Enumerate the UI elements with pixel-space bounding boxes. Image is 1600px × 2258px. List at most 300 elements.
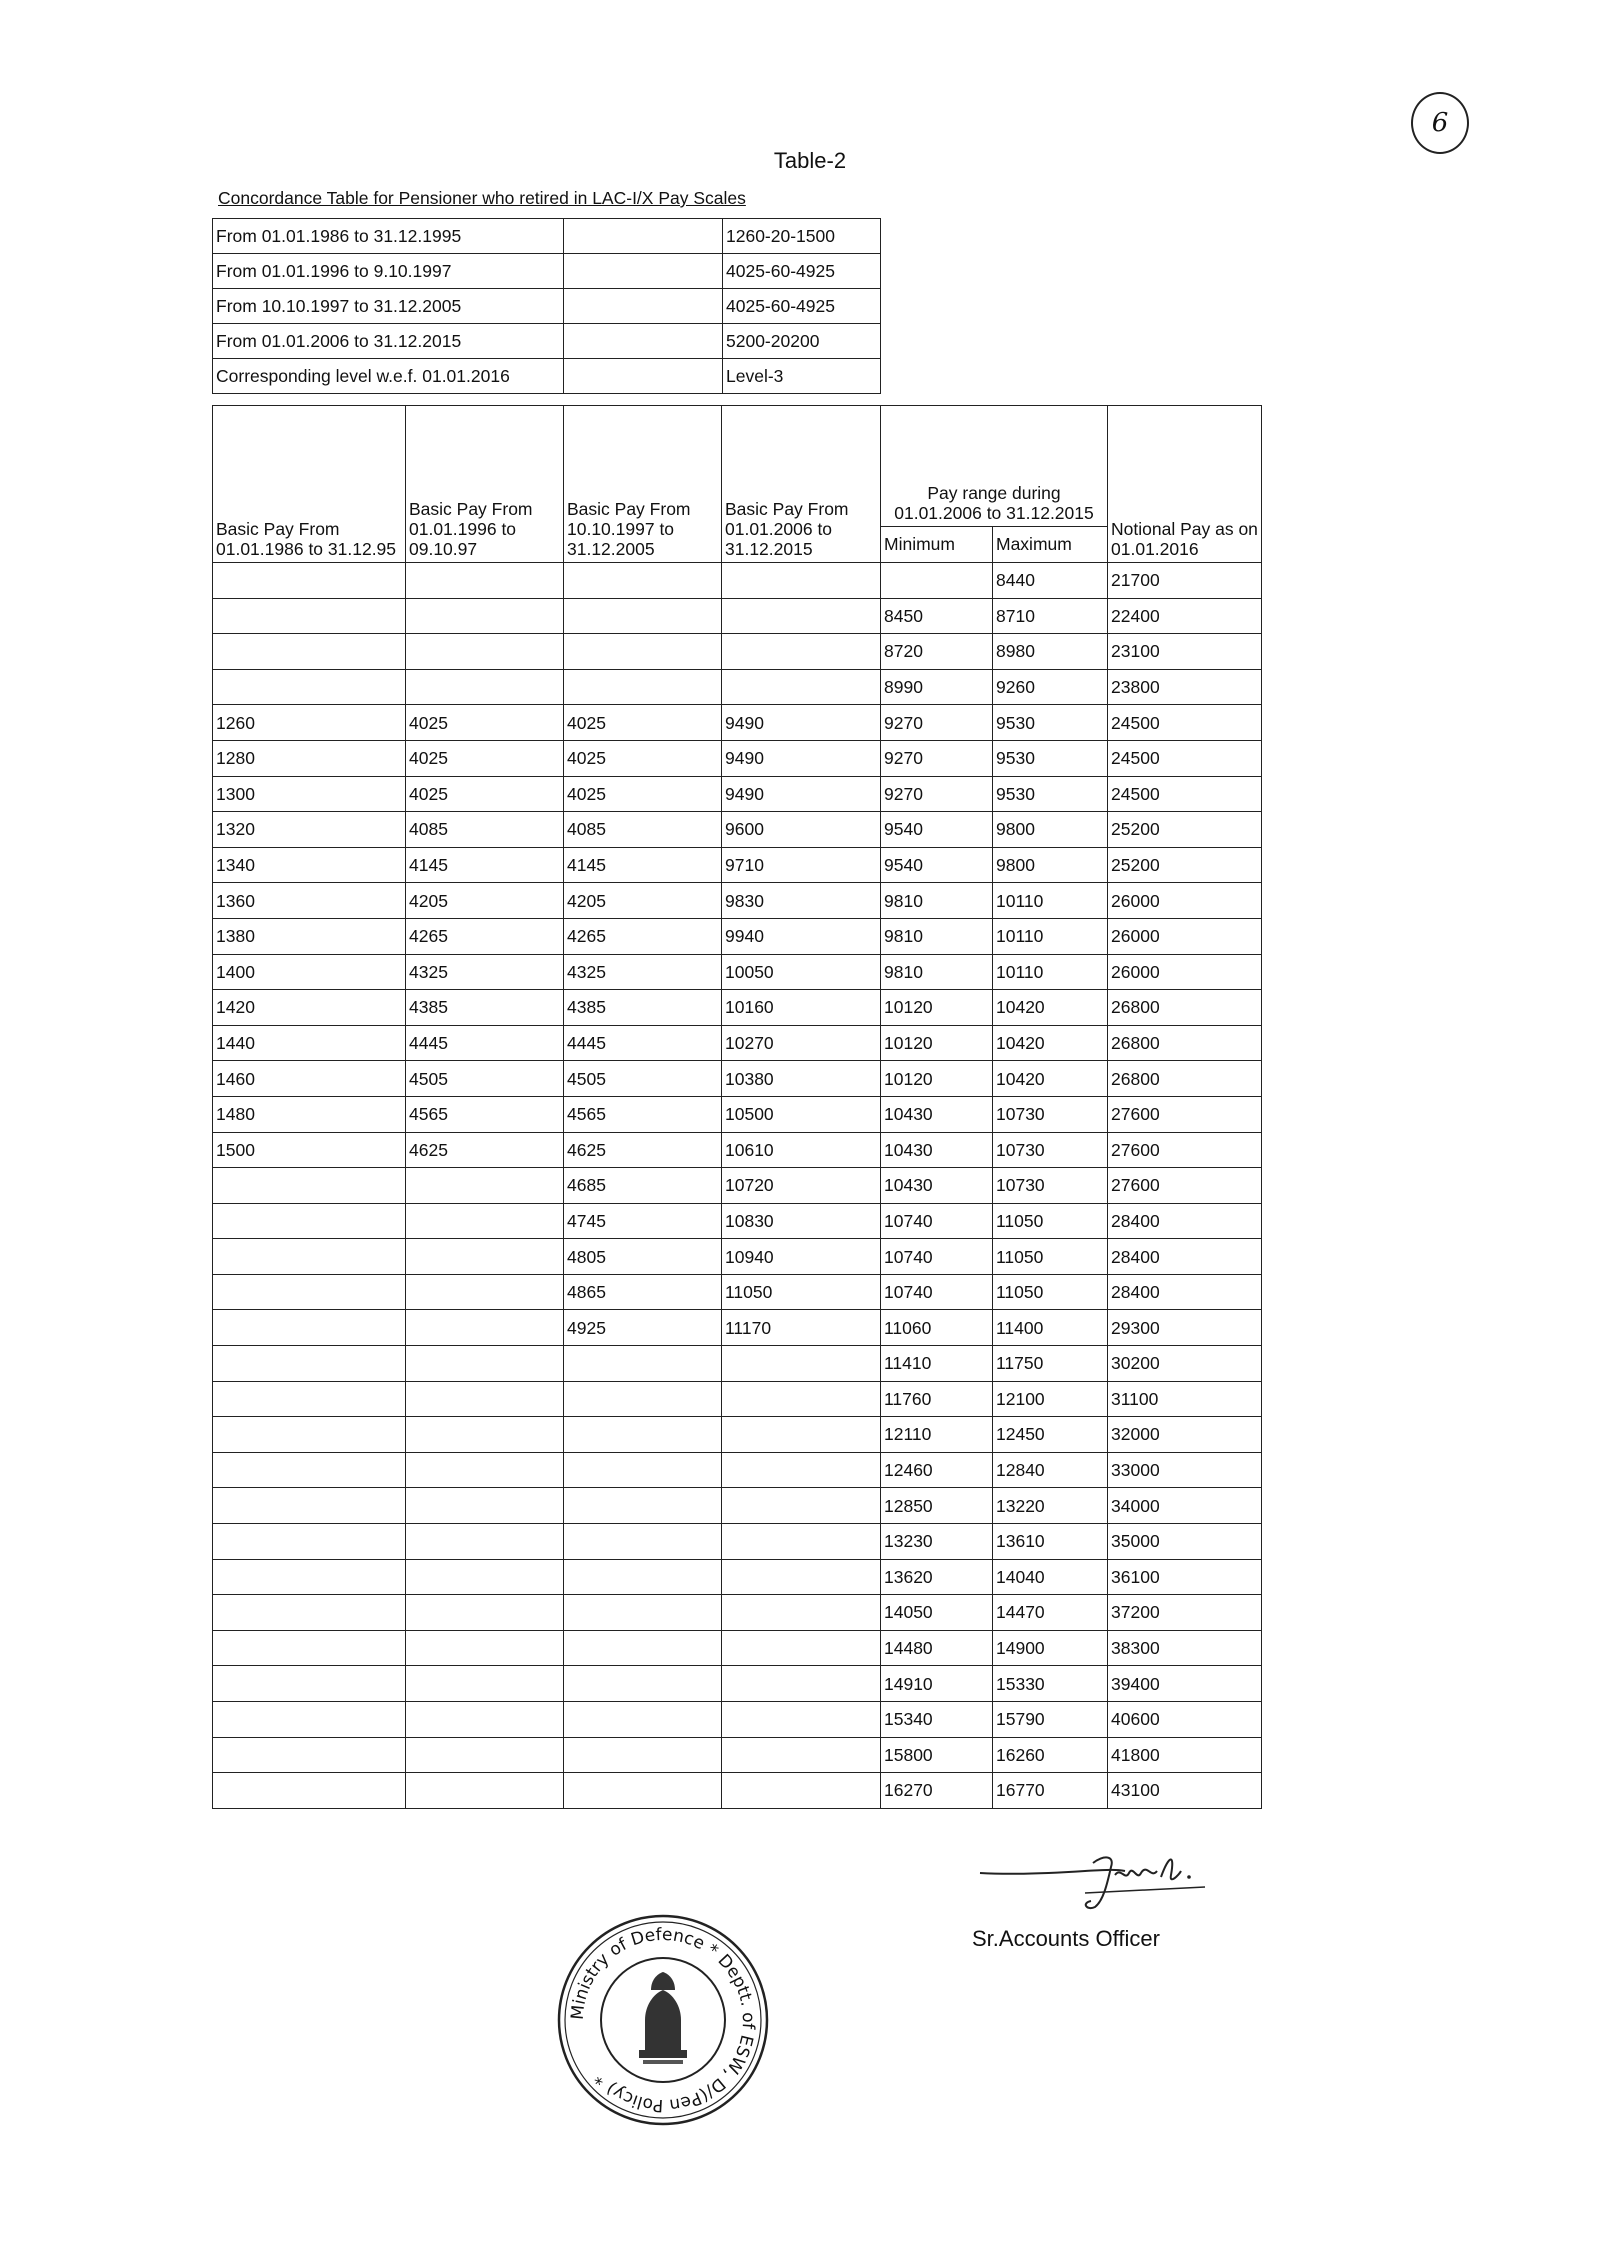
cell-notional-pay: 21700: [1108, 563, 1262, 599]
cell-range-max: 10730: [993, 1168, 1108, 1204]
cell-pay-1986: 1280: [213, 740, 406, 776]
cell-notional-pay: 25200: [1108, 847, 1262, 883]
cell-range-min: 9270: [881, 740, 993, 776]
cell-range-min: 12850: [881, 1488, 993, 1524]
cell-notional-pay: 37200: [1108, 1595, 1262, 1631]
cell-pay-2006: [722, 1702, 881, 1738]
cell-pay-1986: [213, 1773, 406, 1809]
cell-pay-2006: 9490: [722, 740, 881, 776]
cell-pay-1986: 1380: [213, 918, 406, 954]
cell-notional-pay: 27600: [1108, 1132, 1262, 1168]
cell-range-min: 10430: [881, 1168, 993, 1204]
cell-pay-1996: [406, 1239, 564, 1275]
cell-pay-1997: [564, 1702, 722, 1738]
cell-pay-1997: 4025: [564, 705, 722, 741]
table-row: [213, 1346, 1262, 1382]
cell-notional-pay: 31100: [1108, 1381, 1262, 1417]
cell-pay-1997: [564, 1773, 722, 1809]
cell-notional-pay: 41800: [1108, 1737, 1262, 1773]
cell-pay-1997: [564, 1346, 722, 1382]
cell-range-max: 10730: [993, 1132, 1108, 1168]
cell-pay-2006: 9830: [722, 883, 881, 919]
cell-pay-2006: 10940: [722, 1239, 881, 1275]
cell-pay-1996: [406, 1452, 564, 1488]
cell-pay-1996: [406, 563, 564, 599]
cell-pay-1986: [213, 634, 406, 670]
cell-pay-1996: 4445: [406, 1025, 564, 1061]
scale-mid: [564, 289, 723, 324]
scale-mid: [564, 219, 723, 254]
cell-pay-1997: 4145: [564, 847, 722, 883]
cell-pay-1986: 1440: [213, 1025, 406, 1061]
cell-range-max: 9800: [993, 812, 1108, 848]
cell-range-min: 9810: [881, 883, 993, 919]
cell-pay-1986: [213, 1203, 406, 1239]
concordance-table: [212, 405, 1262, 1809]
table-row: [213, 847, 1262, 883]
cell-range-min: 10740: [881, 1239, 993, 1275]
cell-range-min: 12110: [881, 1417, 993, 1453]
cell-pay-1986: [213, 1346, 406, 1382]
cell-pay-2006: [722, 669, 881, 705]
table-row: [213, 1595, 1262, 1631]
cell-range-min: 8990: [881, 669, 993, 705]
cell-pay-1997: [564, 634, 722, 670]
cell-pay-1997: [564, 1524, 722, 1560]
cell-pay-1996: [406, 1630, 564, 1666]
cell-range-min: 16270: [881, 1773, 993, 1809]
table-row: [213, 1203, 1262, 1239]
cell-notional-pay: 24500: [1108, 740, 1262, 776]
cell-range-min: 10120: [881, 1061, 993, 1097]
cell-range-max: 14900: [993, 1630, 1108, 1666]
cell-range-min: 15340: [881, 1702, 993, 1738]
table-row: [213, 1025, 1262, 1061]
cell-pay-1986: 1360: [213, 883, 406, 919]
cell-notional-pay: 26800: [1108, 990, 1262, 1026]
cell-pay-1986: [213, 1524, 406, 1560]
pay-scales-table: [212, 218, 881, 394]
cell-range-max: 10420: [993, 1025, 1108, 1061]
cell-pay-1997: [564, 1488, 722, 1524]
cell-range-min: 13620: [881, 1559, 993, 1595]
table-row: [213, 1061, 1262, 1097]
cell-pay-1997: [564, 1595, 722, 1631]
cell-pay-2006: 10720: [722, 1168, 881, 1204]
cell-pay-2006: [722, 1773, 881, 1809]
signatory-title: Sr.Accounts Officer: [972, 1926, 1160, 1951]
table-row: [213, 1239, 1262, 1275]
cell-range-max: 10110: [993, 918, 1108, 954]
table-row: [213, 705, 1262, 741]
table-row: [213, 1559, 1262, 1595]
cell-pay-1986: [213, 1737, 406, 1773]
scale-value: 1260-20-1500: [723, 219, 881, 254]
cell-notional-pay: 33000: [1108, 1452, 1262, 1488]
cell-pay-2006: 10160: [722, 990, 881, 1026]
cell-pay-1986: [213, 1595, 406, 1631]
cell-range-max: 14470: [993, 1595, 1108, 1631]
cell-pay-1986: [213, 1274, 406, 1310]
cell-notional-pay: 43100: [1108, 1773, 1262, 1809]
cell-notional-pay: 34000: [1108, 1488, 1262, 1524]
cell-range-max: 9260: [993, 669, 1108, 705]
cell-pay-2006: 10830: [722, 1203, 881, 1239]
cell-pay-1996: [406, 1702, 564, 1738]
cell-pay-1997: [564, 669, 722, 705]
scale-row: [213, 219, 881, 254]
table-row: [213, 883, 1262, 919]
cell-range-min: 9270: [881, 705, 993, 741]
cell-pay-1996: 4325: [406, 954, 564, 990]
scale-value: 5200-20200: [723, 324, 881, 359]
cell-range-max: 8980: [993, 634, 1108, 670]
cell-range-min: 10430: [881, 1096, 993, 1132]
cell-pay-2006: [722, 1666, 881, 1702]
cell-notional-pay: 27600: [1108, 1168, 1262, 1204]
cell-range-max: 9530: [993, 705, 1108, 741]
cell-pay-1996: 4625: [406, 1132, 564, 1168]
cell-pay-1997: [564, 1452, 722, 1488]
cell-pay-1996: [406, 1737, 564, 1773]
cell-pay-2006: 9940: [722, 918, 881, 954]
header-col-1986: Basic Pay From 01.01.1986 to 31.12.95: [213, 406, 406, 563]
cell-pay-1996: [406, 1666, 564, 1702]
cell-notional-pay: 39400: [1108, 1666, 1262, 1702]
cell-pay-1996: 4205: [406, 883, 564, 919]
cell-pay-1997: 4385: [564, 990, 722, 1026]
cell-range-max: 9530: [993, 776, 1108, 812]
cell-pay-1997: 4865: [564, 1274, 722, 1310]
cell-pay-2006: [722, 1595, 881, 1631]
cell-pay-1986: [213, 1417, 406, 1453]
cell-range-min: 11410: [881, 1346, 993, 1382]
cell-pay-2006: [722, 1737, 881, 1773]
cell-range-max: 8440: [993, 563, 1108, 599]
cell-range-min: 14480: [881, 1630, 993, 1666]
cell-range-max: 9800: [993, 847, 1108, 883]
cell-range-max: 10110: [993, 954, 1108, 990]
table-row: [213, 1630, 1262, 1666]
cell-pay-1986: 1320: [213, 812, 406, 848]
cell-pay-2006: 10380: [722, 1061, 881, 1097]
cell-range-min: 8450: [881, 598, 993, 634]
cell-pay-2006: [722, 598, 881, 634]
cell-pay-2006: 11170: [722, 1310, 881, 1346]
scale-mid: [564, 359, 723, 394]
cell-range-min: 10120: [881, 990, 993, 1026]
cell-pay-1997: 4925: [564, 1310, 722, 1346]
cell-notional-pay: 24500: [1108, 705, 1262, 741]
cell-range-min: 15800: [881, 1737, 993, 1773]
cell-pay-2006: 10610: [722, 1132, 881, 1168]
cell-range-min: 10430: [881, 1132, 993, 1168]
cell-pay-2006: [722, 1559, 881, 1595]
cell-range-max: 13610: [993, 1524, 1108, 1560]
table-row: [213, 669, 1262, 705]
scale-label: From 01.01.1996 to 9.10.1997: [213, 254, 564, 289]
header-notional-pay: Notional Pay as on 01.01.2016: [1108, 406, 1262, 563]
table-row: [213, 1452, 1262, 1488]
cell-pay-1996: [406, 634, 564, 670]
cell-range-max: 11050: [993, 1274, 1108, 1310]
cell-pay-1997: [564, 1381, 722, 1417]
table-row: [213, 1310, 1262, 1346]
cell-pay-1986: [213, 563, 406, 599]
cell-range-min: [881, 563, 993, 599]
cell-pay-1996: [406, 1559, 564, 1595]
cell-pay-1997: [564, 563, 722, 599]
cell-range-min: 10740: [881, 1274, 993, 1310]
cell-pay-1996: 4025: [406, 740, 564, 776]
table-row: [213, 954, 1262, 990]
scale-value: Level-3: [723, 359, 881, 394]
table-row: [213, 740, 1262, 776]
cell-range-max: 8710: [993, 598, 1108, 634]
page-title: Table-2: [773, 148, 847, 173]
cell-notional-pay: 23800: [1108, 669, 1262, 705]
table-row: [213, 776, 1262, 812]
cell-pay-2006: [722, 1452, 881, 1488]
header-maximum: Maximum: [993, 527, 1108, 563]
scale-value: 4025-60-4925: [723, 289, 881, 324]
cell-pay-2006: [722, 1524, 881, 1560]
table-row: [213, 1666, 1262, 1702]
scale-label: Corresponding level w.e.f. 01.01.2016: [213, 359, 564, 394]
cell-notional-pay: 28400: [1108, 1203, 1262, 1239]
cell-range-max: 12100: [993, 1381, 1108, 1417]
scale-mid: [564, 254, 723, 289]
table-row: [213, 918, 1262, 954]
cell-pay-1996: [406, 1417, 564, 1453]
cell-pay-1997: 4565: [564, 1096, 722, 1132]
cell-pay-1997: 4325: [564, 954, 722, 990]
cell-pay-1986: [213, 1381, 406, 1417]
scale-row: [213, 254, 881, 289]
scale-row: [213, 289, 881, 324]
cell-pay-1996: [406, 1595, 564, 1631]
cell-pay-1996: 4025: [406, 776, 564, 812]
cell-notional-pay: 28400: [1108, 1274, 1262, 1310]
cell-range-min: 9810: [881, 954, 993, 990]
scale-label: From 01.01.2006 to 31.12.2015: [213, 324, 564, 359]
cell-pay-1986: [213, 1168, 406, 1204]
table-row: [213, 1168, 1262, 1204]
cell-pay-1986: [213, 1488, 406, 1524]
table-row: [213, 1773, 1262, 1809]
cell-pay-1996: 4265: [406, 918, 564, 954]
cell-pay-1997: [564, 1559, 722, 1595]
cell-pay-1997: 4085: [564, 812, 722, 848]
header-minimum: Minimum: [881, 527, 993, 563]
cell-pay-1997: 4025: [564, 776, 722, 812]
cell-range-max: 12450: [993, 1417, 1108, 1453]
cell-range-max: 11750: [993, 1346, 1108, 1382]
table-row: [213, 1381, 1262, 1417]
cell-pay-2006: 9710: [722, 847, 881, 883]
cell-range-min: 12460: [881, 1452, 993, 1488]
cell-pay-1997: 4805: [564, 1239, 722, 1275]
cell-pay-2006: [722, 563, 881, 599]
cell-range-min: 9810: [881, 918, 993, 954]
cell-range-min: 13230: [881, 1524, 993, 1560]
cell-notional-pay: 26000: [1108, 918, 1262, 954]
header-col-2006: Basic Pay From 01.01.2006 to 31.12.2015: [722, 406, 881, 563]
cell-pay-2006: [722, 1488, 881, 1524]
cell-notional-pay: 24500: [1108, 776, 1262, 812]
cell-range-max: 10420: [993, 990, 1108, 1026]
cell-pay-2006: 10500: [722, 1096, 881, 1132]
page-number-circle: [1411, 92, 1469, 154]
page-number: 6: [1431, 108, 1449, 138]
cell-range-min: 10120: [881, 1025, 993, 1061]
cell-pay-2006: 9490: [722, 776, 881, 812]
cell-pay-1997: [564, 1417, 722, 1453]
cell-pay-1996: [406, 669, 564, 705]
cell-pay-1997: 4625: [564, 1132, 722, 1168]
cell-notional-pay: 35000: [1108, 1524, 1262, 1560]
cell-pay-2006: 9600: [722, 812, 881, 848]
table-row: [213, 563, 1262, 599]
table-row: [213, 1274, 1262, 1310]
cell-notional-pay: 30200: [1108, 1346, 1262, 1382]
cell-range-max: 10730: [993, 1096, 1108, 1132]
cell-pay-1986: [213, 1559, 406, 1595]
cell-range-max: 9530: [993, 740, 1108, 776]
cell-pay-1996: [406, 1488, 564, 1524]
cell-range-min: 14050: [881, 1595, 993, 1631]
cell-pay-1997: [564, 1630, 722, 1666]
cell-notional-pay: 25200: [1108, 812, 1262, 848]
cell-notional-pay: 28400: [1108, 1239, 1262, 1275]
cell-pay-1986: [213, 1239, 406, 1275]
table-row: [213, 1096, 1262, 1132]
cell-pay-1996: [406, 1203, 564, 1239]
table-caption: Concordance Table for Pensioner who retired in LAC-I/X Pay Scales: [218, 188, 746, 208]
cell-range-max: 11400: [993, 1310, 1108, 1346]
scale-row: [213, 359, 881, 394]
cell-pay-1997: 4025: [564, 740, 722, 776]
cell-range-max: 10110: [993, 883, 1108, 919]
header-col-1996: Basic Pay From 01.01.1996 to 09.10.97: [406, 406, 564, 563]
table-row: [213, 1132, 1262, 1168]
table-row: [213, 1524, 1262, 1560]
scale-mid: [564, 324, 723, 359]
cell-pay-1997: [564, 598, 722, 634]
cell-pay-2006: [722, 1346, 881, 1382]
cell-notional-pay: 26800: [1108, 1025, 1262, 1061]
table-row: [213, 1488, 1262, 1524]
table-row: [213, 812, 1262, 848]
cell-range-max: 11050: [993, 1203, 1108, 1239]
cell-pay-1986: 1400: [213, 954, 406, 990]
cell-pay-1986: [213, 598, 406, 634]
cell-pay-1996: 4565: [406, 1096, 564, 1132]
table-row: [213, 990, 1262, 1026]
cell-pay-1996: [406, 1168, 564, 1204]
cell-notional-pay: 29300: [1108, 1310, 1262, 1346]
cell-range-min: 10740: [881, 1203, 993, 1239]
cell-notional-pay: 27600: [1108, 1096, 1262, 1132]
table-row: [213, 1702, 1262, 1738]
cell-pay-1986: [213, 1630, 406, 1666]
cell-notional-pay: 22400: [1108, 598, 1262, 634]
cell-range-max: 13220: [993, 1488, 1108, 1524]
header-row: [213, 406, 1262, 527]
cell-range-min: 8720: [881, 634, 993, 670]
cell-pay-2006: [722, 634, 881, 670]
cell-range-max: 14040: [993, 1559, 1108, 1595]
cell-range-max: 15790: [993, 1702, 1108, 1738]
cell-pay-2006: [722, 1417, 881, 1453]
cell-pay-1996: [406, 1346, 564, 1382]
cell-range-min: 11060: [881, 1310, 993, 1346]
scale-label: From 01.01.1986 to 31.12.1995: [213, 219, 564, 254]
cell-pay-2006: 10270: [722, 1025, 881, 1061]
cell-notional-pay: 26800: [1108, 1061, 1262, 1097]
cell-notional-pay: 40600: [1108, 1702, 1262, 1738]
cell-notional-pay: 26000: [1108, 954, 1262, 990]
cell-notional-pay: 38300: [1108, 1630, 1262, 1666]
cell-range-max: 16260: [993, 1737, 1108, 1773]
cell-pay-2006: [722, 1630, 881, 1666]
cell-notional-pay: 26000: [1108, 883, 1262, 919]
cell-pay-1986: 1420: [213, 990, 406, 1026]
cell-pay-1986: 1500: [213, 1132, 406, 1168]
scale-label: From 10.10.1997 to 31.12.2005: [213, 289, 564, 324]
header-col-1997: Basic Pay From 10.10.1997 to 31.12.2005: [564, 406, 722, 563]
cell-pay-2006: 9490: [722, 705, 881, 741]
cell-pay-1996: [406, 1274, 564, 1310]
cell-pay-1997: 4505: [564, 1061, 722, 1097]
cell-range-min: 9540: [881, 847, 993, 883]
table-row: [213, 1417, 1262, 1453]
cell-pay-1986: 1460: [213, 1061, 406, 1097]
cell-pay-2006: 10050: [722, 954, 881, 990]
cell-notional-pay: 36100: [1108, 1559, 1262, 1595]
cell-range-max: 11050: [993, 1239, 1108, 1275]
table-row: [213, 598, 1262, 634]
table-row: [213, 1737, 1262, 1773]
cell-pay-1986: [213, 669, 406, 705]
cell-pay-1996: [406, 1773, 564, 1809]
cell-range-min: 9540: [881, 812, 993, 848]
cell-pay-1997: 4685: [564, 1168, 722, 1204]
header-pay-range: Pay range during 01.01.2006 to 31.12.2015: [881, 406, 1108, 527]
cell-pay-2006: 11050: [722, 1274, 881, 1310]
cell-pay-1996: [406, 598, 564, 634]
cell-pay-1986: 1260: [213, 705, 406, 741]
cell-notional-pay: 23100: [1108, 634, 1262, 670]
cell-range-min: 9270: [881, 776, 993, 812]
cell-pay-1997: 4265: [564, 918, 722, 954]
cell-pay-1986: 1340: [213, 847, 406, 883]
cell-pay-1997: [564, 1737, 722, 1773]
cell-pay-1996: [406, 1310, 564, 1346]
official-seal: [553, 1910, 773, 2130]
table-row: [213, 634, 1262, 670]
cell-pay-1996: 4385: [406, 990, 564, 1026]
cell-pay-1986: 1480: [213, 1096, 406, 1132]
cell-pay-1996: 4025: [406, 705, 564, 741]
cell-pay-1996: 4145: [406, 847, 564, 883]
cell-pay-1997: 4445: [564, 1025, 722, 1061]
cell-pay-1996: [406, 1381, 564, 1417]
cell-range-min: 11760: [881, 1381, 993, 1417]
cell-pay-1986: [213, 1666, 406, 1702]
scale-value: 4025-60-4925: [723, 254, 881, 289]
cell-pay-1986: [213, 1702, 406, 1738]
